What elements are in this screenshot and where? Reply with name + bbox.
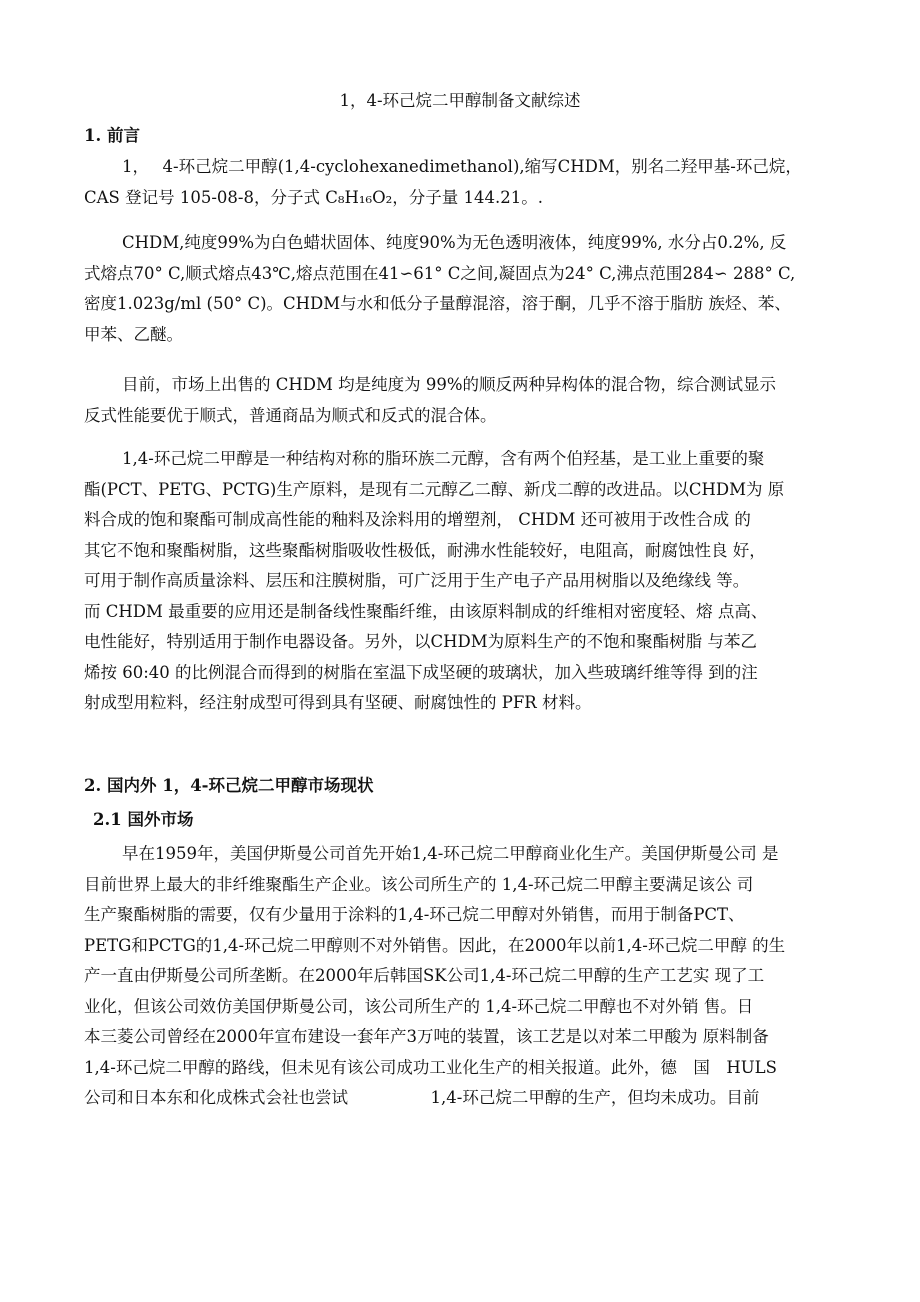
text-line: 电性能好，特别适用于制作电器设备。另外，以CHDM为原料生产的不饱和聚酯树脂 与苯乙 — [84, 632, 757, 651]
document-title: 1，4-环己烷二甲醇制备文献综述 — [339, 91, 581, 110]
text-line: 料合成的饱和聚酯可制成高性能的釉料及涂料用的增塑剂， CHDM 还可被用于改性合成 的 — [84, 510, 751, 529]
paragraph-market-products — [84, 370, 844, 431]
text-line: 产一直由伊斯曼公司所垄断。在2000年后韩国SK公司1,4-环己烷二甲醇的生产工艺实 现了工 — [84, 966, 765, 985]
text-line: 生产聚酯树脂的需要，仅有少量用于涂料的1,4-环己烷二甲醇对外销售，而用于制备PCT、 — [84, 905, 745, 924]
text-line: 甲苯、乙醚。 — [84, 324, 183, 344]
text-line: PETG和PCTG的1,4-环己烷二甲醇则不对外销售。因此，在2000年以前1,4-环己烷二甲醇 的生 — [84, 935, 786, 955]
text-line: 业化，但该公司效仿美国伊斯曼公司，该公司所生产的 1,4-环己烷二甲醇也不对外销 售。日 — [84, 996, 754, 1016]
subsection-heading-foreign: 2.1 国外市场 — [93, 810, 194, 829]
text-line: 1,4-环己烷二甲醇是一种结构对称的脂环族二元醇，含有两个伯羟基，是工业上重要的聚 — [122, 449, 765, 468]
paragraph-applications — [84, 444, 844, 719]
text-line: 密度1.023g/ml (50° C)。CHDM与水和低分子量醇混溶，溶于酮，几乎不溶于脂肪 族烃、苯、 — [84, 294, 791, 313]
text-line: CAS 登记号 105-08-8，分子式 C₈H₁₆O₂，分子量 144.21。. — [84, 187, 543, 207]
text-line: 本三菱公司曾经在2000年宣布建设一套年产3万吨的装置，该工艺是以对苯二甲酸为 原料制备 — [84, 1027, 769, 1046]
text-line: 可用于制作高质量涂料、层压和注膜树脂，可广泛用于生产电子产品用树脂以及绝缘线 等。 — [84, 571, 750, 590]
text-line: 反式性能要优于顺式，普通商品为顺式和反式的混合体。 — [84, 405, 497, 425]
section-heading-market: 2. 国内外 1，4-环己烷二甲醇市场现状 — [84, 776, 374, 795]
text-line: 早在1959年，美国伊斯曼公司首先开始1,4-环己烷二甲醇商业化生产。美国伊斯曼公司 是 — [122, 844, 779, 863]
text-line: 公司和日本东和化成株式会社也尝试 1,4-环己烷二甲醇的生产，但均未成功。目前 — [84, 1088, 760, 1107]
section-heading-preface: 1. 前言 — [84, 126, 140, 145]
paragraph-foreign-market — [84, 839, 844, 1114]
paragraph-properties — [84, 228, 844, 350]
text-line: 其它不饱和聚酯树脂，这些聚酯树脂吸收性极低，耐沸水性能较好，电阻高，耐腐蚀性良 好， — [84, 540, 766, 560]
paragraph-intro — [84, 152, 844, 213]
text-line: 目前世界上最大的非纤维聚酯生产企业。该公司所生产的 1,4-环己烷二甲醇主要满足该公 司 — [84, 874, 754, 894]
text-line: 1， 4-环己烷二甲醇(1,4-cyclohexanedimethanol),缩写CHDM，别名二羟甲基-环己烷， — [122, 157, 802, 176]
text-line: 射成型用粒料，经注射成型可得到具有坚硬、耐腐蚀性的 PFR 材料。 — [84, 693, 592, 712]
text-line: 式熔点70° C,顺式熔点43℃,熔点范围在41∽61° C之间,凝固点为24° C,沸点范围284∽ 288° C, — [84, 263, 796, 283]
text-line: 酯(PCT、PETG、PCTG)生产原料，是现有二元醇乙二醇、新戊二醇的改进品。以CHDM为 原 — [84, 479, 785, 499]
text-line: 而 CHDM 最重要的应用还是制备线性聚酯纤维，由该原料制成的纤维相对密度轻、熔 点高、 — [84, 601, 768, 621]
text-line: 烯按 60:40 的比例混合而得到的树脂在室温下成坚硬的玻璃状，加入些玻璃纤维等得 到的注 — [84, 662, 758, 682]
text-line: CHDM,纯度99%为白色蜡状固体、纯度90%为无色透明液体，纯度99%, 水分占0.2%, 反 — [122, 233, 787, 252]
text-line: 1,4-环己烷二甲醇的路线，但未见有该公司成功工业化生产的相关报道。此外，德 国 HULS — [84, 1057, 777, 1077]
text-line: 目前，市场上出售的 CHDM 均是纯度为 99%的顺反两种异构体的混合物，综合测试显示 — [122, 375, 777, 394]
